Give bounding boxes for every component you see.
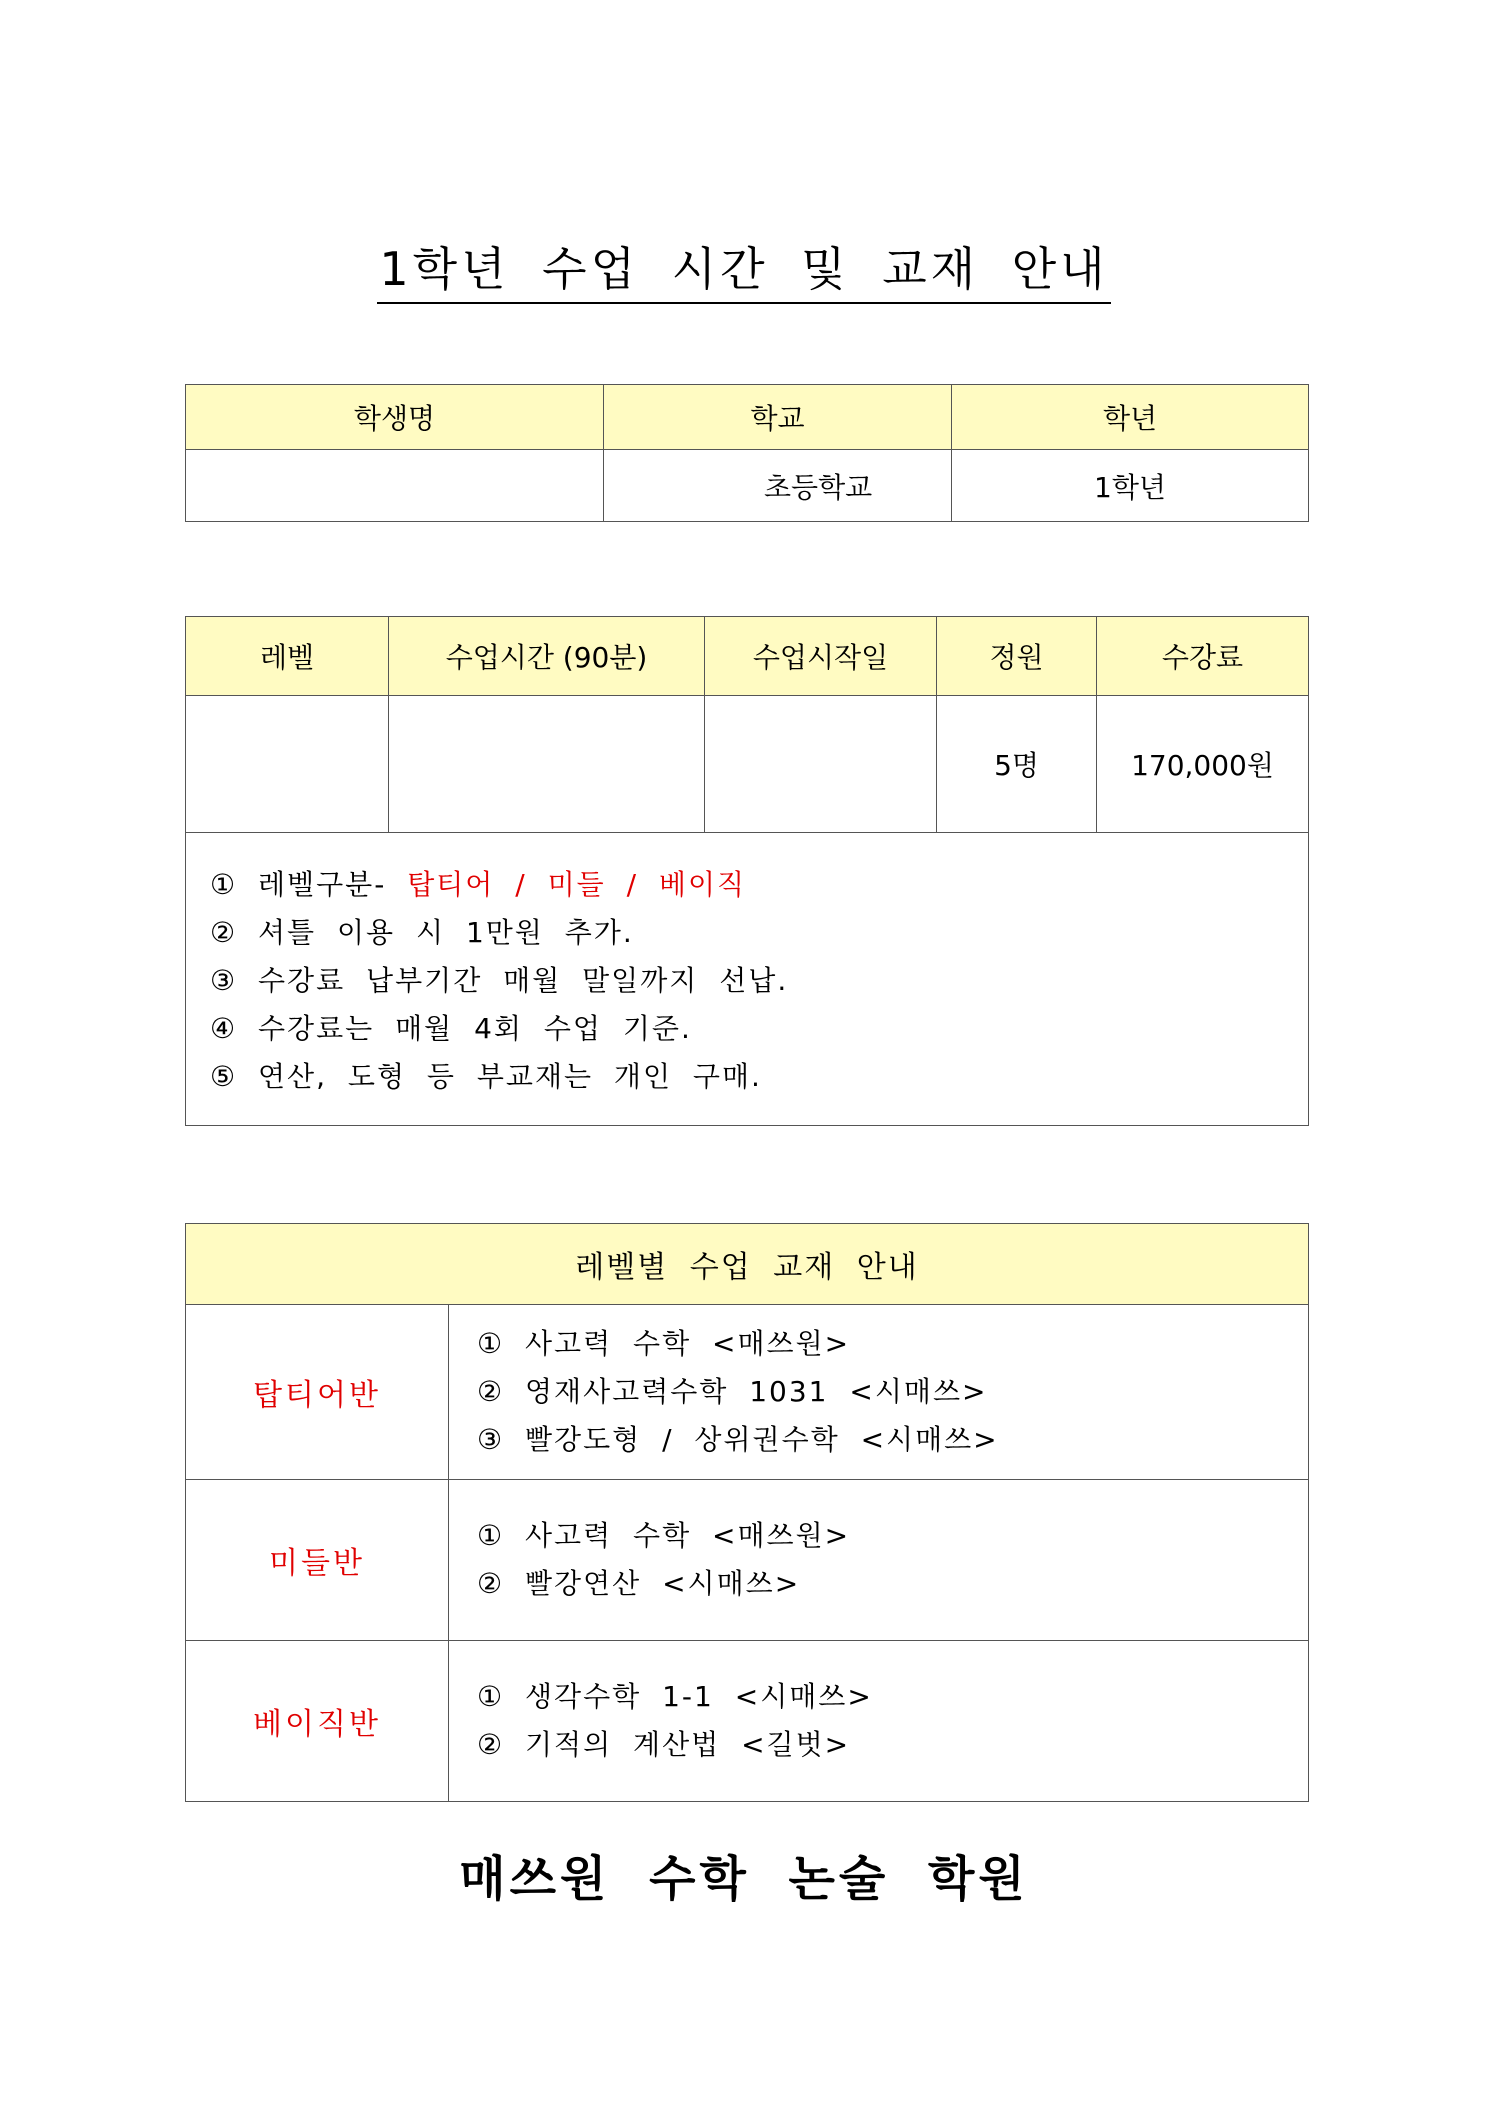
level-name-basic: 베이직반 [186,1641,449,1802]
student-info-header-row [186,385,1309,450]
book-list-cell [449,1480,1309,1641]
school-header: 학교 [604,385,952,450]
academy-name: 매쓰원 수학 논술 학원 [459,1851,1029,1907]
textbook-header-row [186,1224,1309,1305]
class-info-value-row [186,696,1309,833]
note-tuition-basis: ④ 수강료는 매월 4회 수업 기준. [210,1012,692,1045]
class-time-cell [389,696,705,833]
class-info-header-row [186,617,1309,696]
capacity-header: 정원 [937,617,1097,696]
textbook-row-top-tier [186,1305,1309,1480]
note-level-types [210,861,1308,909]
book-list [477,1512,1308,1608]
textbook-table-title: 레벨별 수업 교재 안내 [186,1224,1309,1305]
student-name-cell [186,450,604,522]
student-info-table [185,384,1309,522]
grade-cell: 1학년 [952,450,1309,522]
book-item: ② 빨강연산 <시매쓰> [477,1567,801,1600]
class-notes-cell [186,833,1309,1126]
note-sub-textbooks: ⑤ 연산, 도형 등 부교재는 개인 구매. [210,1060,762,1093]
level-name-top-tier: 탑티어반 [186,1305,449,1480]
note-payment-period: ③ 수강료 납부기간 매월 말일까지 선납. [210,964,789,997]
book-list [477,1673,1308,1769]
grade-header: 학년 [952,385,1309,450]
textbook-row-basic [186,1641,1309,1802]
student-info-value-row [186,450,1309,522]
tuition-cell: 170,000원 [1097,696,1309,833]
note-level-prefix: ① 레벨구분- [210,868,408,901]
book-list-cell [449,1305,1309,1480]
tuition-header: 수강료 [1097,617,1309,696]
book-item: ② 기적의 계산법 <길벗> [477,1728,851,1761]
book-item: ① 사고력 수학 <매쓰원> [477,1327,851,1360]
textbook-table [185,1223,1309,1802]
level-name-middle: 미들반 [186,1480,449,1641]
book-item: ① 생각수학 1-1 <시매쓰> [477,1680,873,1713]
textbook-row-middle [186,1480,1309,1641]
capacity-cell: 5명 [937,696,1097,833]
book-item: ③ 빨강도형 / 상위권수학 <시매쓰> [477,1423,999,1456]
book-list-cell [449,1641,1309,1802]
book-list [477,1320,1308,1464]
level-header: 레벨 [186,617,389,696]
start-date-cell [705,696,937,833]
class-notes-list [186,833,1308,1101]
note-shuttle: ② 셔틀 이용 시 1만원 추가. [210,916,634,949]
class-notes-row [186,833,1309,1126]
book-item: ② 영재사고력수학 1031 <시매쓰> [477,1375,988,1408]
class-time-header: 수업시간 (90분) [389,617,705,696]
note-level-names: 탑티어 / 미들 / 베이직 [407,868,747,901]
start-date-header: 수업시작일 [705,617,937,696]
student-name-header: 학생명 [186,385,604,450]
class-info-table [185,616,1309,1126]
page-title [0,238,1488,304]
page-title-text: 1학년 수업 시간 및 교재 안내 [377,238,1110,304]
level-cell [186,696,389,833]
school-cell: 초등학교 [604,450,952,522]
book-item: ① 사고력 수학 <매쓰원> [477,1519,851,1552]
